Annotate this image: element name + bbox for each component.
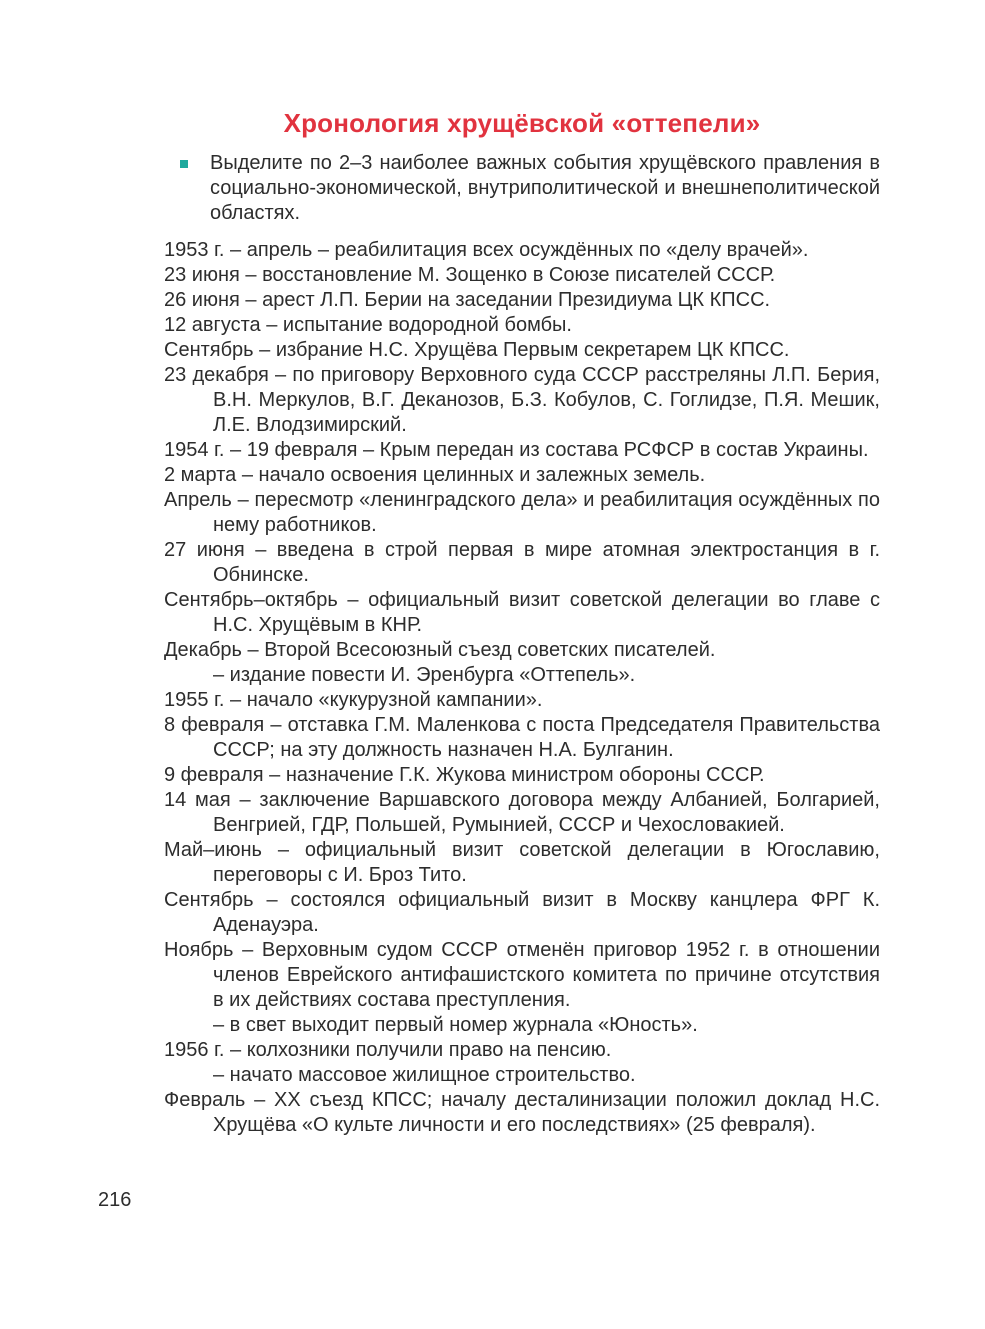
- timeline-entry: Сентябрь–октябрь – официальный визит советской делегации во главе с Н.С. Хрущёвым в КНР.: [164, 589, 880, 636]
- timeline-entry: Сентябрь – состоялся официальный визит в Москву канцлера ФРГ К. Аденауэра.: [164, 889, 880, 936]
- timeline-entry: Декабрь – Второй Всесоюзный съезд советских писателей.: [164, 639, 716, 661]
- timeline-list: [164, 238, 880, 1138]
- timeline-entry: Май–июнь – официальный визит советской делегации в Югославию, переговоры с И. Броз Тито.: [164, 839, 880, 886]
- page-number: 216: [98, 1189, 132, 1211]
- timeline-entry: 8 февраля – отставка Г.М. Маленкова с поста Председателя Правительства СССР; на эту должность назначен Н.А. Булганин.: [164, 714, 880, 761]
- timeline-entry: – издание повести И. Эренбурга «Оттепель».: [213, 664, 636, 686]
- timeline-entry: 23 декабря – по приговору Верховного суда СССР расстреляны Л.П. Берия, В.Н. Меркулов, В.Г. Деканозов, Б.З. Кобулов, С. Гоглидзе, П.Я. Мешик, Л.Е. Влодзимирский.: [164, 364, 880, 436]
- square-bullet-icon: [180, 160, 188, 168]
- timeline-entry: 1955 г. – начало «кукурузной кампании».: [164, 689, 543, 711]
- intro-task: [164, 151, 880, 226]
- timeline-entry: Сентябрь – избрание Н.С. Хрущёва Первым секретарем ЦК КПСС.: [164, 339, 790, 361]
- timeline-entry: 27 июня – введена в строй первая в мире атомная электростанция в г. Обнинске.: [164, 539, 880, 586]
- timeline-entry: 2 марта – начало освоения целинных и залежных земель.: [164, 464, 706, 486]
- timeline-entry: Ноябрь – Верховным судом СССР отменён приговор 1952 г. в отношении членов Еврейского антифашистского комитета по причине отсутствия в их действиях состава преступления.: [164, 939, 880, 1011]
- timeline-entry: 26 июня – арест Л.П. Берии на заседании Президиума ЦК КПСС.: [164, 289, 771, 311]
- timeline-entry: 23 июня – восстановление М. Зощенко в Союзе писателей СССР.: [164, 264, 776, 286]
- timeline-entry: – в свет выходит первый номер журнала «Юность».: [213, 1014, 698, 1036]
- timeline-entry: Февраль – XX съезд КПСС; началу десталинизации положил доклад Н.С. Хрущёва «О культе личности и его последствиях» (25 февраля).: [164, 1089, 880, 1136]
- timeline-entry: 1954 г. – 19 февраля – Крым передан из состава РСФСР в состав Украины.: [164, 439, 869, 461]
- timeline-entry: 9 февраля – назначение Г.К. Жукова министром обороны СССР.: [164, 764, 765, 786]
- timeline-entry: Апрель – пересмотр «ленинградского дела» и реабилитация осуждённых по нему работников.: [164, 489, 880, 536]
- timeline-entry: 14 мая – заключение Варшавского договора между Албанией, Болгарией, Венгрией, ГДР, Польшей, Румынией, СССР и Чехословакией.: [164, 789, 880, 836]
- timeline-entry: – начато массовое жилищное строительство.: [213, 1064, 636, 1086]
- timeline-entry: 1953 г. – апрель – реабилитация всех осуждённых по «делу врачей».: [164, 239, 809, 261]
- intro-text: Выделите по 2–3 наиболее важных события хрущёвского правления в социально-экономической, внутриполитической и внешнеполитической областях.: [210, 152, 880, 224]
- timeline-entry: 12 августа – испытание водородной бомбы.: [164, 314, 572, 336]
- timeline-entry: 1956 г. – колхозники получили право на пенсию.: [164, 1039, 612, 1061]
- page-title: Хронология хрущёвской «оттепели»: [283, 108, 761, 138]
